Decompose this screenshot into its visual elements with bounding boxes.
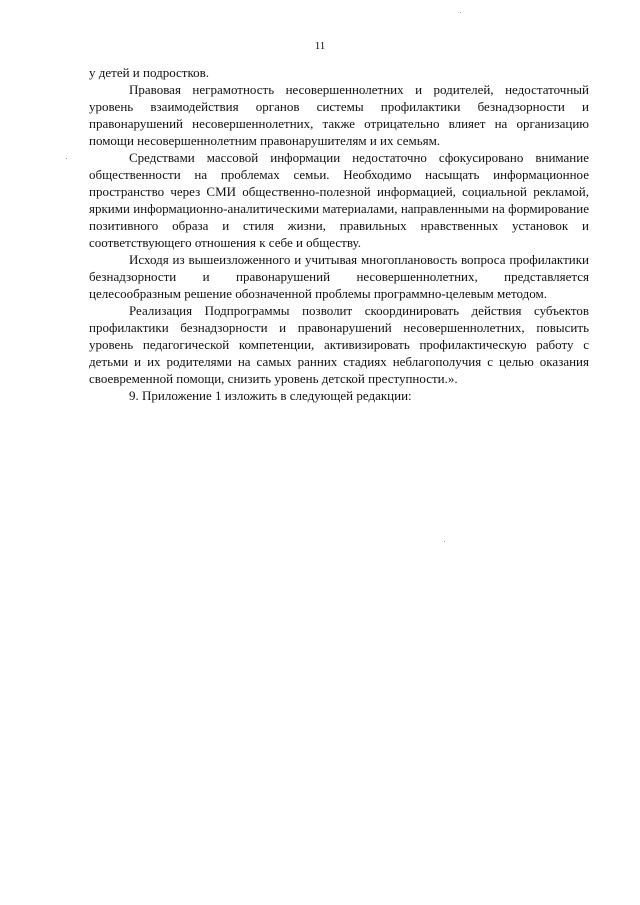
paragraph-legal-illiteracy: Правовая неграмотность несовершеннолетних и родителей, недостаточный уровень взаимодействия органов системы профилактики безнадзорности и правонарушений несовершеннолетних, также отрицательно влияет на организацию помощи несовершеннолетним правонарушителям и их семьям. bbox=[89, 82, 589, 148]
paragraph-continuation: у детей и подростков. bbox=[89, 65, 210, 80]
paragraph-subprogram-implementation: Реализация Подпрограммы позволит скоординировать действия субъектов профилактики безнадзорности и правонарушений несовершеннолетних, повысить уровень педагогической компетенции, активизировать профилактическую работу с детьми и их родителями на самых ранних стадиях неблагополучия с целью оказания своевременной помощи, снизить уровень детской преступности.». bbox=[89, 303, 589, 386]
scan-speck bbox=[444, 541, 445, 542]
scan-speck bbox=[66, 158, 67, 159]
paragraph-mass-media: Средствами массовой информации недостаточно сфокусировано внимание общественности на проблемах семьи. Необходимо насыщать информационное пространство через СМИ общественно-полезной информацией, социальной рекламой, яркими информационно-аналитическими материалами, направленными на формирование позитивного образа и стиля жизни, правильных нравственных установок и соответствующего отношения к себе и обществу. bbox=[89, 150, 589, 250]
scan-speck bbox=[460, 12, 461, 13]
paragraph-appendix-instruction: 9. Приложение 1 изложить в следующей редакции: bbox=[129, 388, 412, 403]
paragraph-program-method: Исходя из вышеизложенного и учитывая многоплановость вопроса профилактики безнадзорности и правонарушений несовершеннолетних, представляется целесообразным решение обозначенной проблемы программно-целевым методом. bbox=[89, 252, 589, 301]
page-number: 11 bbox=[314, 40, 326, 52]
document-body bbox=[89, 64, 589, 404]
